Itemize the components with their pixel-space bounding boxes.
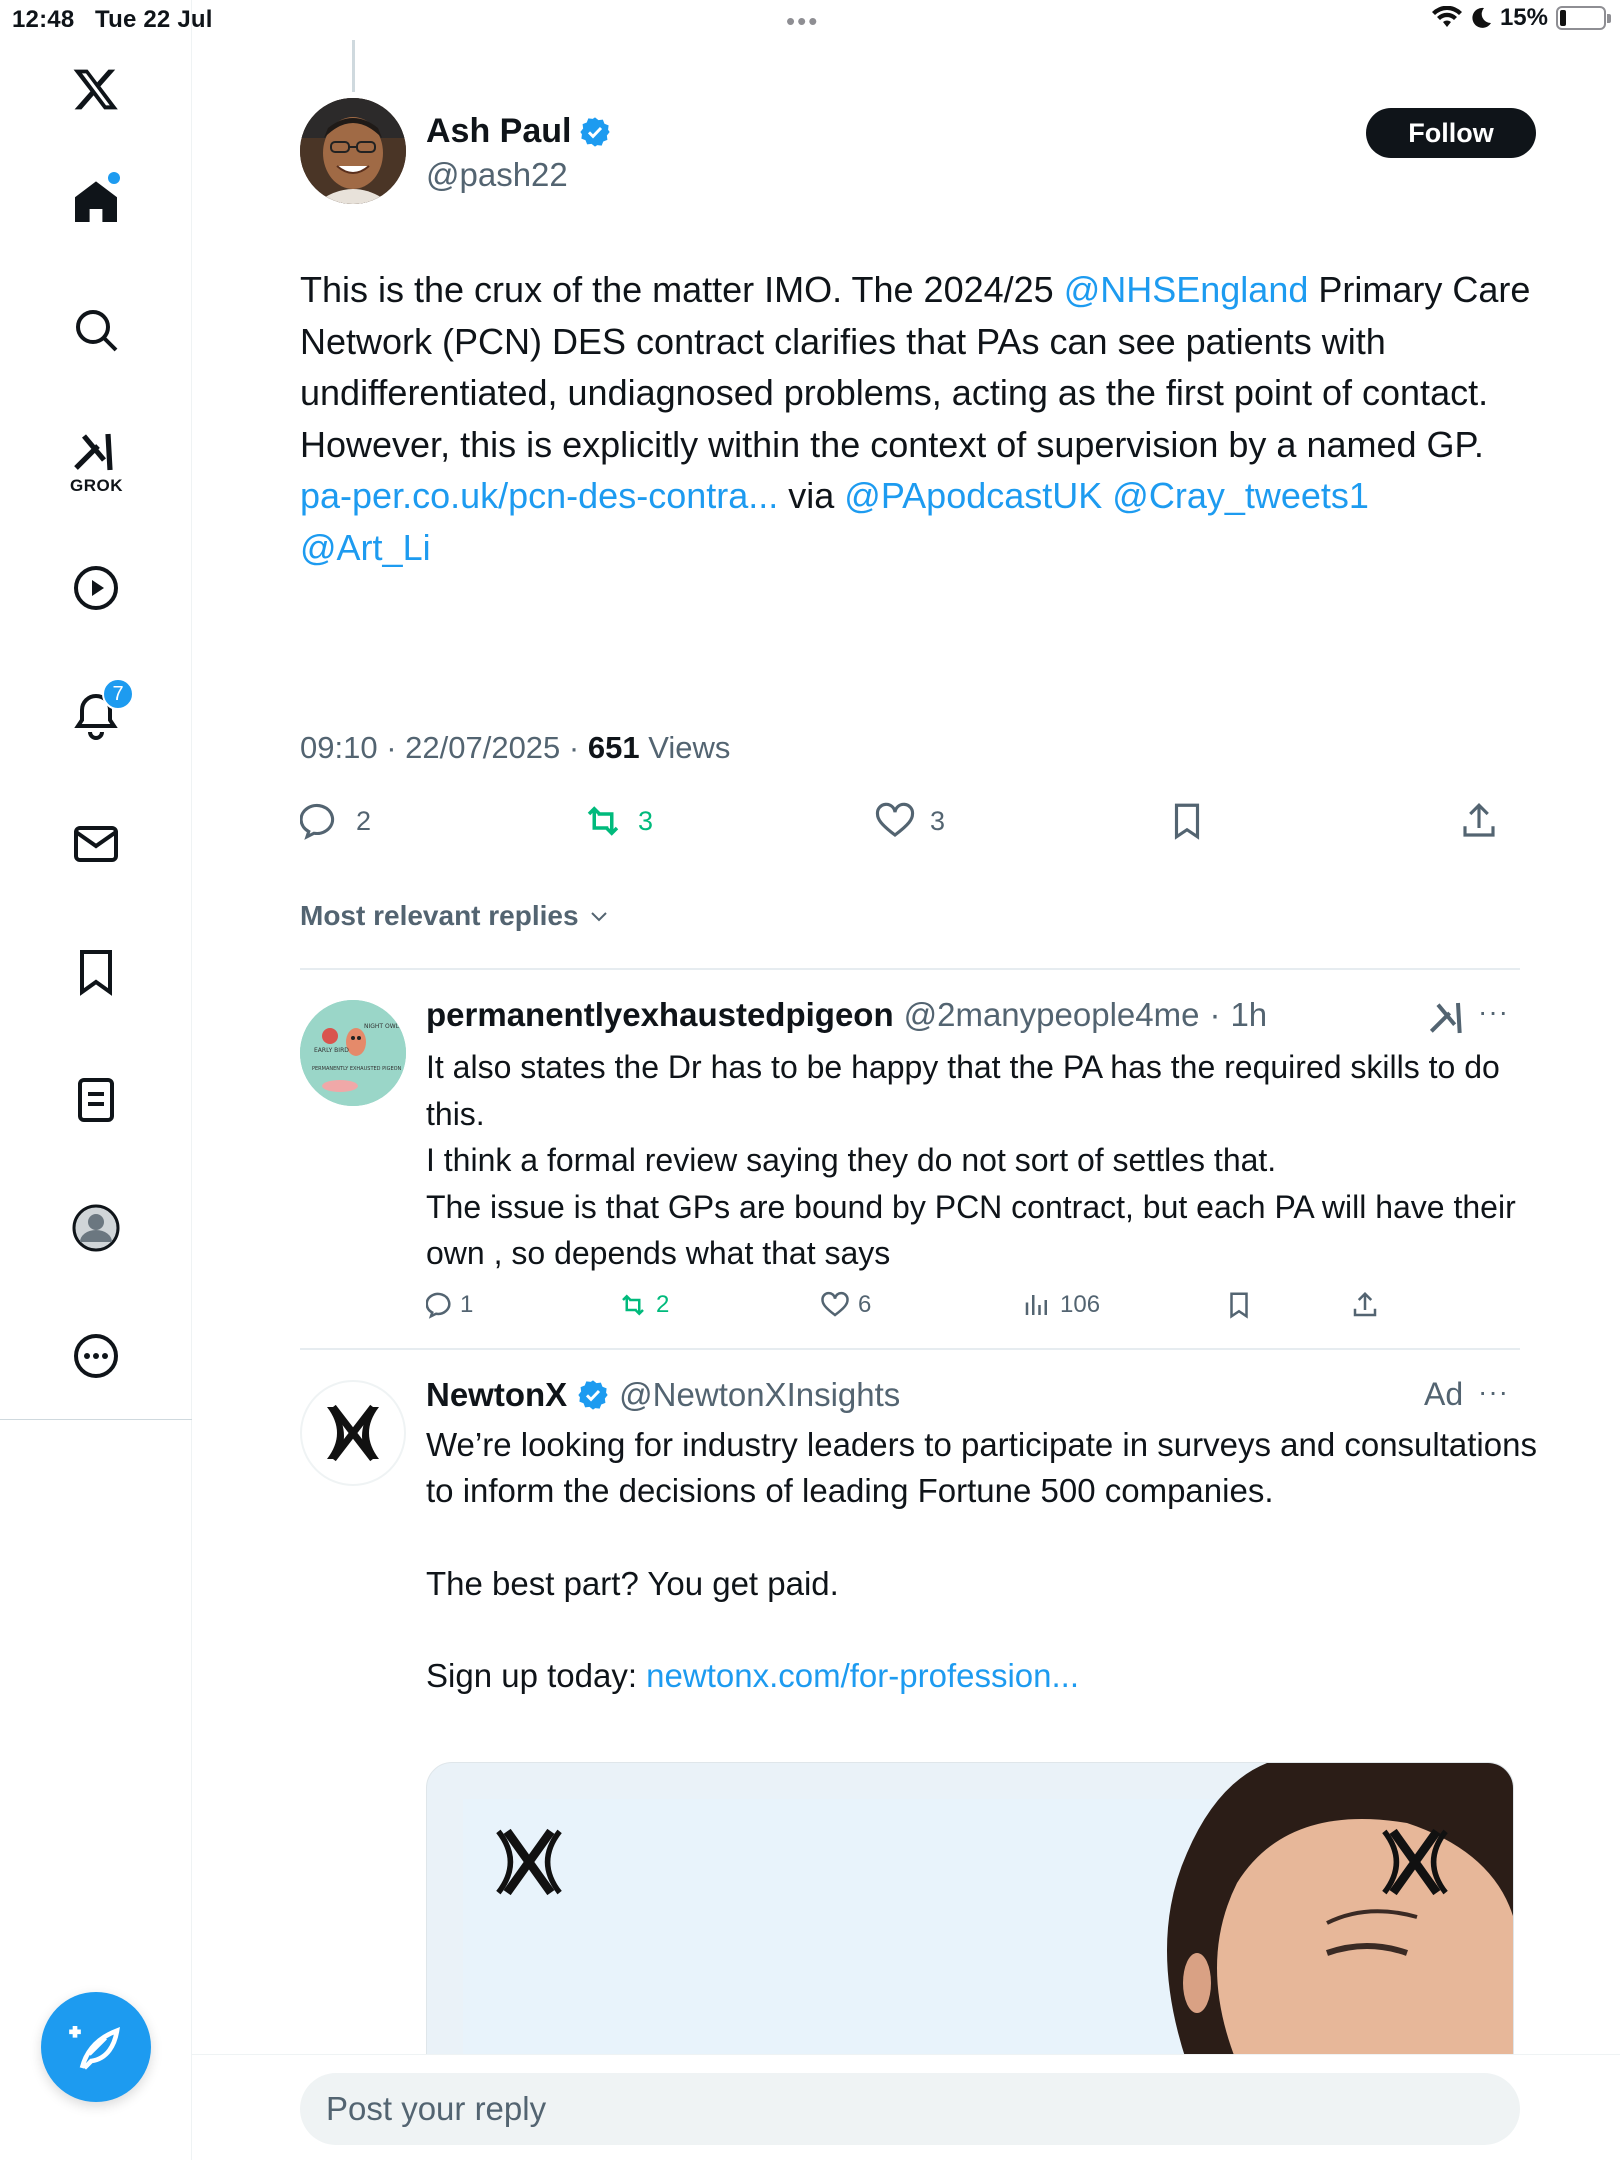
profile-avatar-icon[interactable] — [62, 1194, 130, 1262]
left-navigation — [0, 0, 192, 1420]
bookmark-icon — [1166, 800, 1208, 842]
chevron-down-icon — [587, 904, 611, 928]
ad-link[interactable]: newtonx.com/for-profession... — [646, 1657, 1080, 1695]
ad-header — [426, 1376, 900, 1414]
ad-author-avatar[interactable] — [300, 1380, 406, 1486]
tweet-date[interactable]: 22/07/2025 — [405, 730, 561, 765]
reply-actions — [426, 1290, 1620, 1340]
retweet-icon — [618, 1290, 648, 1320]
share-button[interactable] — [1458, 800, 1500, 842]
reply-author-handle[interactable]: @2manypeople4me — [903, 996, 1200, 1033]
tweet-time[interactable]: 09:10 — [300, 730, 378, 765]
reply-text — [426, 1044, 1546, 1277]
reply-composer-bar — [192, 2054, 1620, 2160]
nav-separator — [0, 1419, 192, 1420]
views-count: 651 — [587, 730, 640, 765]
divider — [300, 968, 1520, 970]
notifications-badge: 7 — [102, 678, 134, 710]
reply-views-button[interactable] — [1022, 1290, 1100, 1320]
reply-input[interactable] — [300, 2073, 1520, 2145]
svg-text:PERMANENTLY EXHAUSTED PIGEON: PERMANENTLY EXHAUSTED PIGEON — [312, 1066, 402, 1072]
home-icon[interactable] — [62, 168, 130, 236]
ad-media-card[interactable] — [426, 1762, 1514, 2062]
heart-icon — [874, 800, 916, 842]
ad-text-line: We’re looking for industry leaders to participate in surveys and consultations to inform the decisions of leading Fortune 500 companies. — [426, 1426, 1537, 1510]
ad-text — [426, 1422, 1546, 1699]
reply-retweet-count: 2 — [656, 1291, 670, 1318]
tweet-text-part: Primary Care Network (PCN) DES contract clarifies that PAs can see patients with undifferentiated, undiagnosed problems, acting as the first point of contact. — [300, 269, 1531, 413]
author-name-text: Ash Paul — [426, 112, 572, 150]
reply-button[interactable] — [300, 800, 371, 842]
author-name[interactable] — [426, 112, 611, 151]
reply-share-button[interactable] — [1350, 1290, 1380, 1320]
grok-explain-icon[interactable] — [1428, 998, 1468, 1038]
author-photo-icon — [300, 98, 406, 204]
ad-more-options-icon[interactable]: ··· — [1478, 1376, 1509, 1407]
tweet-text-part: This is the crux of the matter IMO. The 2024/25 — [300, 269, 1064, 310]
tweet-meta: 09:10 · 22/07/2025 · 651 Views — [300, 730, 731, 765]
reply-like-count: 6 — [858, 1291, 872, 1318]
reply-count: 2 — [356, 805, 372, 836]
reply-age[interactable]: 1h — [1230, 996, 1268, 1033]
views-chart-icon — [1022, 1290, 1052, 1320]
divider — [300, 1348, 1520, 1350]
status-time: 12:48 Tue 22 Jul — [12, 6, 213, 33]
main-column — [192, 0, 1620, 2160]
ad-author-handle[interactable]: @NewtonXInsights — [619, 1376, 901, 1413]
battery-percent: 15% — [1499, 4, 1548, 31]
bookmarks-icon[interactable] — [62, 938, 130, 1006]
tweet-actions — [300, 800, 1620, 850]
newtonx-logo-icon — [321, 1401, 385, 1465]
retweet-icon — [582, 800, 624, 842]
compose-post-button[interactable] — [41, 1992, 151, 2102]
multitask-dots[interactable]: ••• — [786, 6, 820, 36]
like-count: 3 — [930, 805, 946, 836]
author-handle[interactable]: @pash22 — [426, 156, 568, 193]
follow-button[interactable]: Follow — [1366, 108, 1536, 158]
face-photo-icon — [1127, 1763, 1514, 2062]
reply-icon — [300, 800, 342, 842]
reply-text-line: I think a formal review saying they do not sort of settles that. — [426, 1142, 1277, 1178]
ad-text-line: Sign up today: — [426, 1657, 647, 1695]
mention-cray-tweets1[interactable]: @Cray_tweets1 — [1112, 475, 1369, 516]
reply-reply-button[interactable] — [426, 1290, 473, 1320]
author-avatar[interactable] — [300, 98, 406, 204]
retweet-button[interactable] — [582, 800, 653, 842]
mention-art-li[interactable]: @Art_Li — [300, 526, 431, 568]
reply-author-name[interactable]: permanentlyexhaustedpigeon — [426, 996, 894, 1033]
search-icon[interactable] — [62, 296, 130, 364]
newtonx-logo-icon — [1377, 1827, 1453, 1897]
x-logo-icon[interactable] — [62, 55, 130, 123]
svg-text:EARLY BIRD: EARLY BIRD — [314, 1047, 349, 1054]
reply-author-avatar[interactable] — [300, 1000, 406, 1106]
share-icon — [1458, 800, 1500, 842]
retweet-count: 3 — [638, 805, 654, 836]
tweet-via: via — [778, 475, 845, 516]
tweet-text-part: However, this is explicitly within the context of supervision by a named GP. — [300, 423, 1484, 465]
ad-author-name[interactable]: NewtonX — [426, 1376, 568, 1413]
bookmark-button[interactable] — [1166, 800, 1208, 842]
more-options-icon[interactable] — [62, 1322, 130, 1390]
video-icon[interactable] — [62, 554, 130, 622]
grok-label: GROK — [70, 476, 123, 495]
compose-feather-icon — [68, 2019, 124, 2075]
newtonx-logo-icon — [491, 1827, 567, 1897]
tweet-text — [300, 264, 1540, 573]
mention-nhsengland[interactable]: @NHSEngland — [1063, 269, 1309, 310]
reply-separator: · — [1209, 996, 1221, 1033]
tweet-link[interactable]: pa-per.co.uk/pcn-des-contra... — [300, 475, 779, 516]
reply-retweet-button[interactable] — [618, 1290, 669, 1320]
share-icon — [1350, 1290, 1380, 1320]
heart-icon — [820, 1290, 850, 1320]
ad-label: Ad — [1424, 1376, 1464, 1412]
reply-bookmark-button[interactable] — [1224, 1290, 1254, 1320]
notifications-icon[interactable] — [62, 682, 130, 750]
reply-views-count: 106 — [1060, 1291, 1101, 1318]
reply-icon — [426, 1290, 456, 1320]
reply-text-line: It also states the Dr has to be happy that the PA has the required skills to do this. — [426, 1049, 1500, 1132]
verified-badge-icon — [577, 1379, 609, 1411]
reply-header — [426, 996, 1267, 1034]
mention-papodcastuk[interactable]: @PApodcastUK — [844, 475, 1103, 516]
svg-text:NIGHT OWL: NIGHT OWL — [364, 1023, 399, 1030]
replies-sort-dropdown[interactable] — [300, 900, 611, 932]
home-unread-dot — [108, 172, 120, 184]
pigeon-avatar-icon — [300, 1000, 406, 1106]
verified-badge-icon — [579, 116, 611, 148]
like-button[interactable] — [874, 800, 945, 842]
reply-reply-count: 1 — [460, 1291, 474, 1318]
views-label: Views — [648, 730, 731, 765]
lists-icon[interactable] — [62, 1066, 130, 1134]
bookmark-icon — [1224, 1290, 1254, 1320]
thread-line — [352, 40, 355, 92]
reply-more-options-icon[interactable]: ··· — [1478, 996, 1509, 1027]
reply-text-line: The issue is that GPs are bound by PCN contract, but each PA will have their own , so depends what that says — [426, 1188, 1516, 1271]
messages-icon[interactable] — [62, 810, 130, 878]
replies-sort-label: Most relevant replies — [300, 900, 579, 931]
reply-like-button[interactable] — [820, 1290, 871, 1320]
ad-text-line: The best part? You get paid. — [426, 1564, 839, 1602]
